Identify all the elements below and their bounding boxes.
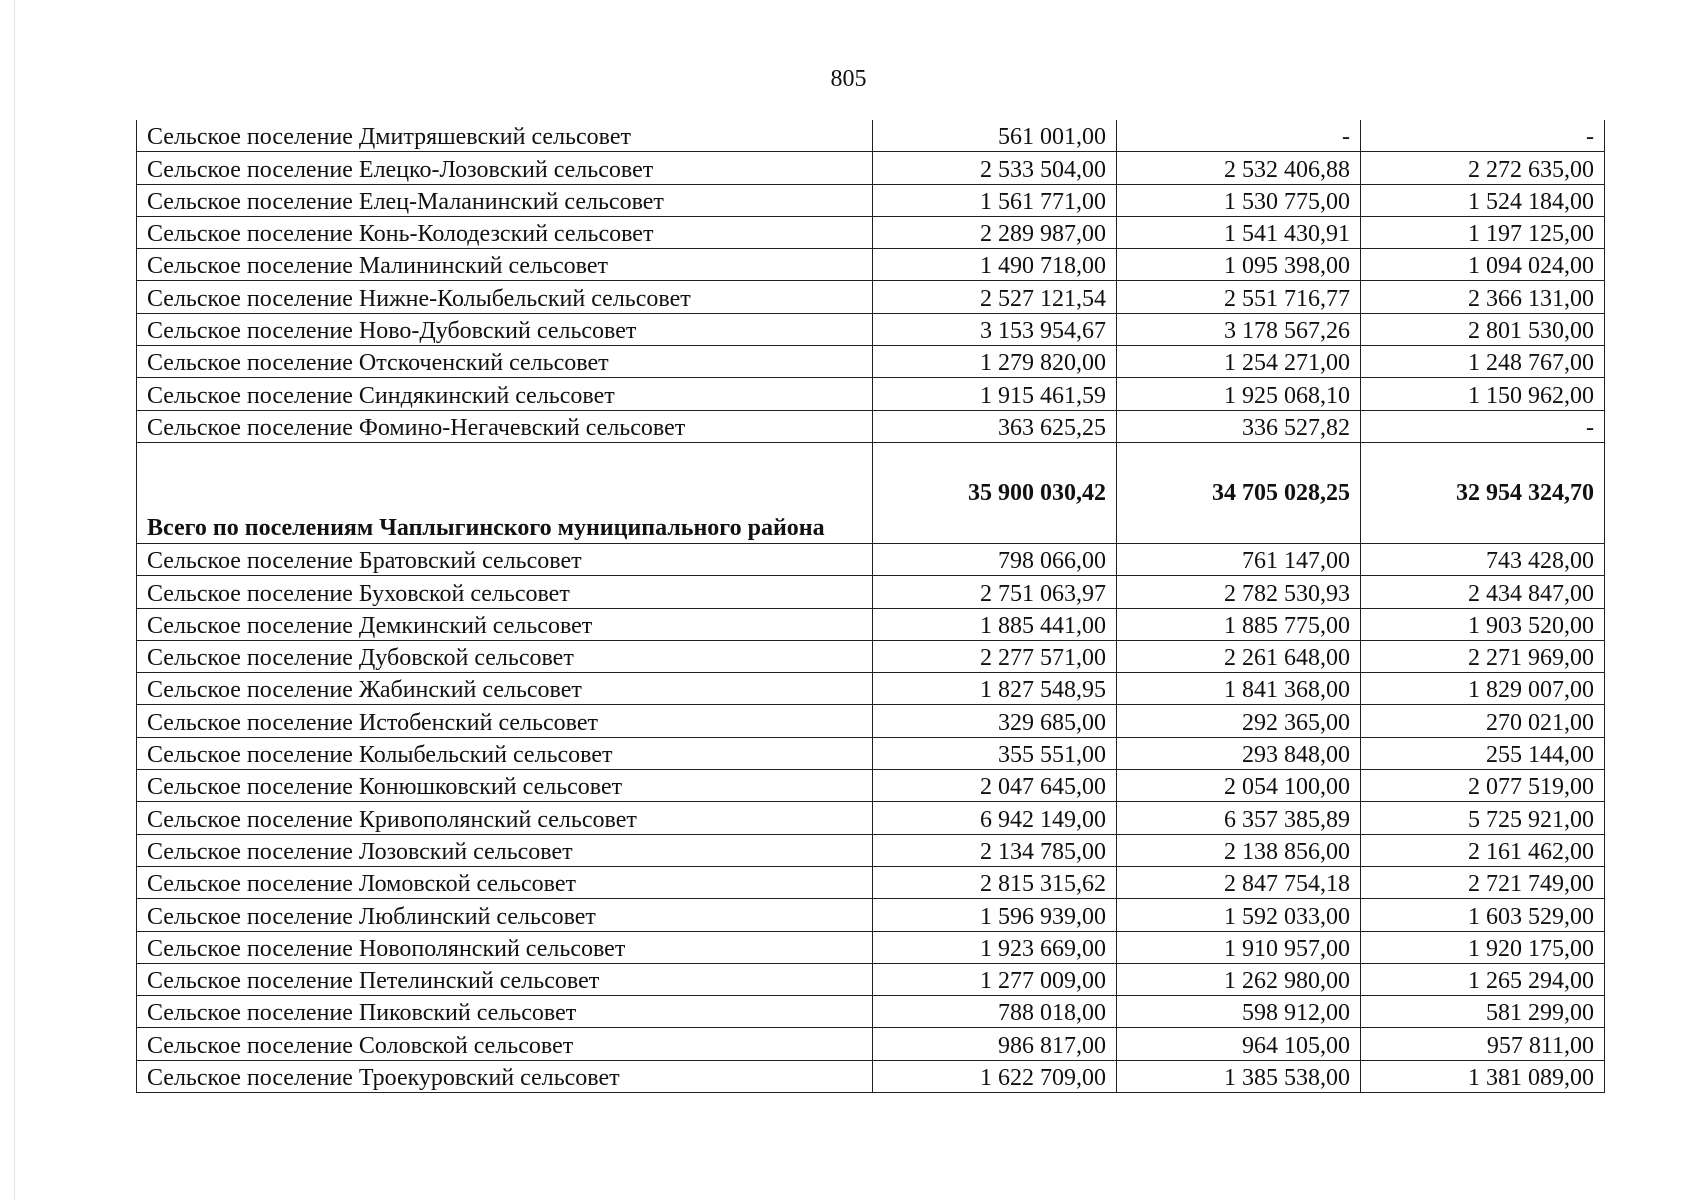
settlement-name-cell: Сельское поселение Люблинский сельсовет [137, 899, 873, 931]
value-cell-3: 581 299,00 [1361, 996, 1605, 1028]
value-cell-3: 1 248 767,00 [1361, 346, 1605, 378]
value-cell-3: 743 428,00 [1361, 543, 1605, 575]
settlement-name-cell: Сельское поселение Братовский сельсовет [137, 543, 873, 575]
settlement-name-cell: Сельское поселение Жабинский сельсовет [137, 673, 873, 705]
table-row [137, 281, 1605, 313]
table-row [137, 931, 1605, 963]
value-cell-1: 2 134 785,00 [873, 834, 1117, 866]
value-cell-2: 1 910 957,00 [1117, 931, 1361, 963]
value-cell-1: 1 596 939,00 [873, 899, 1117, 931]
value-cell-1: 1 561 771,00 [873, 184, 1117, 216]
settlement-name-cell: Сельское поселение Соловской сельсовет [137, 1028, 873, 1060]
value-cell-3: 1 150 962,00 [1361, 378, 1605, 410]
settlement-name-cell: Сельское поселение Малининский сельсовет [137, 249, 873, 281]
value-cell-2: 2 847 754,18 [1117, 866, 1361, 898]
table-row [137, 770, 1605, 802]
value-cell-3: 2 271 969,00 [1361, 640, 1605, 672]
value-cell-3: 2 721 749,00 [1361, 866, 1605, 898]
table-row [137, 802, 1605, 834]
settlement-name-cell: Сельское поселение Новополянский сельсовет [137, 931, 873, 963]
value-cell-2: 336 527,82 [1117, 410, 1361, 442]
table-row [137, 410, 1605, 442]
table-row [137, 120, 1605, 152]
table-row [137, 152, 1605, 184]
table-row [137, 346, 1605, 378]
value-cell-2: 1 095 398,00 [1117, 249, 1361, 281]
value-cell-3: 2 366 131,00 [1361, 281, 1605, 313]
table-row [137, 184, 1605, 216]
value-cell-1: 2 289 987,00 [873, 216, 1117, 248]
value-cell-2: 292 365,00 [1117, 705, 1361, 737]
value-cell-2: 1 530 775,00 [1117, 184, 1361, 216]
value-cell-2: 34 705 028,25 [1117, 442, 1361, 543]
settlement-name-cell: Сельское поселение Истобенский сельсовет [137, 705, 873, 737]
settlement-name-cell: Сельское поселение Демкинский сельсовет [137, 608, 873, 640]
value-cell-1: 1 885 441,00 [873, 608, 1117, 640]
total-row [137, 442, 1605, 543]
value-cell-2: 761 147,00 [1117, 543, 1361, 575]
table-row [137, 640, 1605, 672]
budget-table-body [137, 120, 1605, 1093]
table-row [137, 543, 1605, 575]
table-row [137, 996, 1605, 1028]
settlement-name-cell: Сельское поселение Нижне-Колыбельский сельсовет [137, 281, 873, 313]
value-cell-2: 964 105,00 [1117, 1028, 1361, 1060]
settlement-name-cell: Сельское поселение Елецко-Лозовский сельсовет [137, 152, 873, 184]
page-edge-line [14, 0, 15, 1200]
value-cell-1: 2 533 504,00 [873, 152, 1117, 184]
value-cell-3: 1 524 184,00 [1361, 184, 1605, 216]
settlement-name-cell: Сельское поселение Пиковский сельсовет [137, 996, 873, 1028]
value-cell-2: 2 261 648,00 [1117, 640, 1361, 672]
value-cell-1: 2 815 315,62 [873, 866, 1117, 898]
settlement-name-cell: Сельское поселение Конь-Колодезский сельсовет [137, 216, 873, 248]
value-cell-2: 2 551 716,77 [1117, 281, 1361, 313]
value-cell-1: 2 527 121,54 [873, 281, 1117, 313]
table-row [137, 705, 1605, 737]
value-cell-1: 3 153 954,67 [873, 313, 1117, 345]
table-row [137, 249, 1605, 281]
value-cell-1: 2 047 645,00 [873, 770, 1117, 802]
value-cell-2: 2 782 530,93 [1117, 576, 1361, 608]
settlement-name-cell: Сельское поселение Кривополянский сельсовет [137, 802, 873, 834]
table-row [137, 899, 1605, 931]
page-number: 805 [830, 66, 867, 92]
value-cell-3: 1 829 007,00 [1361, 673, 1605, 705]
settlement-name-cell: Сельское поселение Дмитряшевский сельсовет [137, 120, 873, 152]
value-cell-3: 1 603 529,00 [1361, 899, 1605, 931]
value-cell-3: 2 077 519,00 [1361, 770, 1605, 802]
settlement-name-cell: Сельское поселение Колыбельский сельсовет [137, 737, 873, 769]
value-cell-2: 1 385 538,00 [1117, 1060, 1361, 1092]
value-cell-2: 1 262 980,00 [1117, 963, 1361, 995]
table-row [137, 576, 1605, 608]
settlement-name-cell: Сельское поселение Ново-Дубовский сельсовет [137, 313, 873, 345]
value-cell-2: 1 592 033,00 [1117, 899, 1361, 931]
table-row [137, 313, 1605, 345]
table-row [137, 608, 1605, 640]
value-cell-3: - [1361, 120, 1605, 152]
value-cell-1: 1 279 820,00 [873, 346, 1117, 378]
value-cell-3: 2 161 462,00 [1361, 834, 1605, 866]
settlement-name-cell: Сельское поселение Лозовский сельсовет [137, 834, 873, 866]
table-row [137, 1028, 1605, 1060]
value-cell-1: 2 751 063,97 [873, 576, 1117, 608]
value-cell-1: 1 827 548,95 [873, 673, 1117, 705]
table-row [137, 737, 1605, 769]
table-row [137, 673, 1605, 705]
settlement-name-cell: Сельское поселение Дубовской сельсовет [137, 640, 873, 672]
value-cell-2: 6 357 385,89 [1117, 802, 1361, 834]
value-cell-2: 598 912,00 [1117, 996, 1361, 1028]
value-cell-1: 2 277 571,00 [873, 640, 1117, 672]
value-cell-1: 1 622 709,00 [873, 1060, 1117, 1092]
value-cell-2: 1 254 271,00 [1117, 346, 1361, 378]
value-cell-1: 1 490 718,00 [873, 249, 1117, 281]
value-cell-3: 32 954 324,70 [1361, 442, 1605, 543]
table-row [137, 963, 1605, 995]
value-cell-1: 798 066,00 [873, 543, 1117, 575]
value-cell-1: 329 685,00 [873, 705, 1117, 737]
value-cell-1: 363 625,25 [873, 410, 1117, 442]
value-cell-3: 1 197 125,00 [1361, 216, 1605, 248]
value-cell-1: 1 923 669,00 [873, 931, 1117, 963]
value-cell-3: - [1361, 410, 1605, 442]
value-cell-1: 35 900 030,42 [873, 442, 1117, 543]
settlement-name-cell: Сельское поселение Троекуровский сельсовет [137, 1060, 873, 1092]
table-row [137, 216, 1605, 248]
value-cell-1: 6 942 149,00 [873, 802, 1117, 834]
value-cell-1: 355 551,00 [873, 737, 1117, 769]
value-cell-3: 255 144,00 [1361, 737, 1605, 769]
value-cell-1: 1 277 009,00 [873, 963, 1117, 995]
table-row [137, 378, 1605, 410]
settlement-name-cell: Сельское поселение Елец-Маланинский сельсовет [137, 184, 873, 216]
value-cell-2: - [1117, 120, 1361, 152]
value-cell-3: 5 725 921,00 [1361, 802, 1605, 834]
settlement-name-cell: Сельское поселение Отскоченский сельсовет [137, 346, 873, 378]
value-cell-2: 293 848,00 [1117, 737, 1361, 769]
value-cell-2: 1 925 068,10 [1117, 378, 1361, 410]
value-cell-3: 1 920 175,00 [1361, 931, 1605, 963]
value-cell-2: 1 885 775,00 [1117, 608, 1361, 640]
value-cell-3: 2 272 635,00 [1361, 152, 1605, 184]
table-row [137, 866, 1605, 898]
value-cell-3: 1 903 520,00 [1361, 608, 1605, 640]
table-row [137, 834, 1605, 866]
settlement-name-cell: Сельское поселение Буховской сельсовет [137, 576, 873, 608]
settlement-name-cell: Всего по поселениям Чаплыгинского муниципального района [137, 442, 873, 543]
value-cell-3: 2 434 847,00 [1361, 576, 1605, 608]
value-cell-2: 2 138 856,00 [1117, 834, 1361, 866]
value-cell-3: 270 021,00 [1361, 705, 1605, 737]
budget-table [136, 120, 1605, 1093]
value-cell-1: 788 018,00 [873, 996, 1117, 1028]
settlement-name-cell: Сельское поселение Петелинский сельсовет [137, 963, 873, 995]
value-cell-2: 2 532 406,88 [1117, 152, 1361, 184]
value-cell-2: 1 841 368,00 [1117, 673, 1361, 705]
value-cell-3: 1 265 294,00 [1361, 963, 1605, 995]
table-row [137, 1060, 1605, 1092]
value-cell-1: 561 001,00 [873, 120, 1117, 152]
value-cell-3: 1 094 024,00 [1361, 249, 1605, 281]
value-cell-1: 986 817,00 [873, 1028, 1117, 1060]
value-cell-3: 957 811,00 [1361, 1028, 1605, 1060]
value-cell-3: 2 801 530,00 [1361, 313, 1605, 345]
settlement-name-cell: Сельское поселение Конюшковский сельсовет [137, 770, 873, 802]
settlement-name-cell: Сельское поселение Фомино-Негачевский сельсовет [137, 410, 873, 442]
settlement-name-cell: Сельское поселение Синдякинский сельсовет [137, 378, 873, 410]
value-cell-1: 1 915 461,59 [873, 378, 1117, 410]
value-cell-2: 2 054 100,00 [1117, 770, 1361, 802]
value-cell-2: 1 541 430,91 [1117, 216, 1361, 248]
value-cell-3: 1 381 089,00 [1361, 1060, 1605, 1092]
settlement-name-cell: Сельское поселение Ломовской сельсовет [137, 866, 873, 898]
value-cell-2: 3 178 567,26 [1117, 313, 1361, 345]
